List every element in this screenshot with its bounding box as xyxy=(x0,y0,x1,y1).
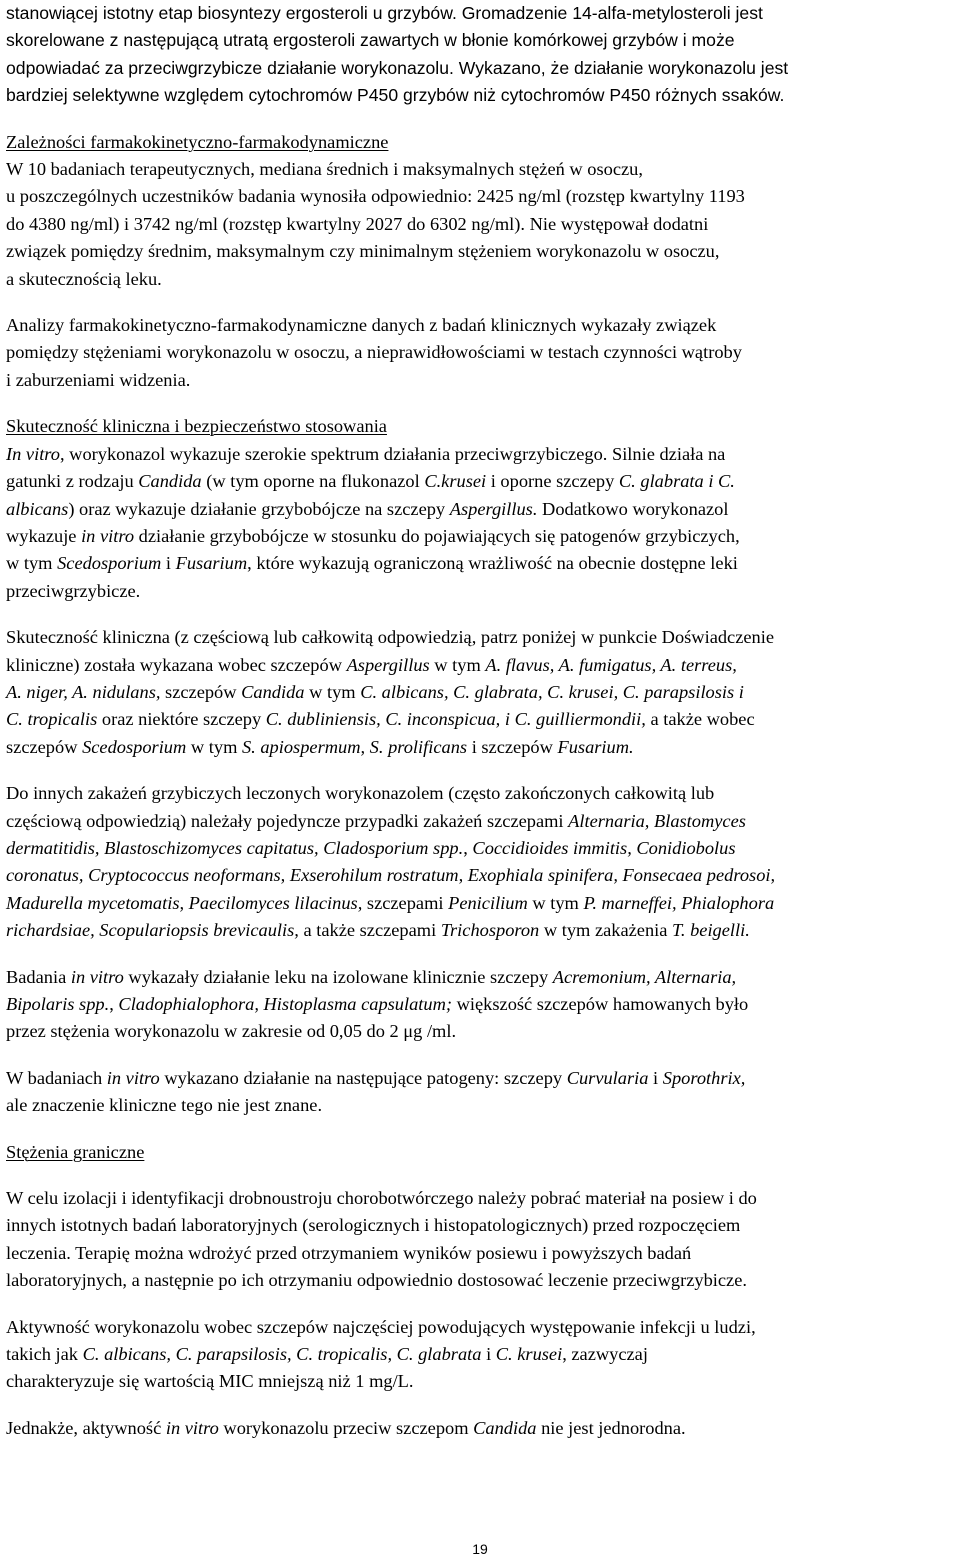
paragraph-clinical-efficacy xyxy=(6,624,956,761)
text-run: ) oraz wykazuje działanie grzybobójcze na szczepy xyxy=(68,498,450,519)
text-run: w tym xyxy=(429,654,486,675)
italic-run: Curvularia xyxy=(566,1067,649,1088)
text-line: i zaburzeniami widzenia. xyxy=(6,369,191,390)
italic-run: albicans xyxy=(6,498,69,519)
text-run: i xyxy=(161,553,176,574)
italic-run: T. beigelli. xyxy=(672,920,750,941)
italic-run: C. albicans, C. parapsilosis, C. tropicalis, C. glabrata xyxy=(82,1344,482,1365)
text-line xyxy=(6,624,956,651)
paragraph-other-pathogens xyxy=(6,1065,956,1120)
italic-run: C. albicans, C. glabrata, C. krusei, C. parapsilosis i xyxy=(360,681,744,702)
text-run: w tym xyxy=(304,681,361,702)
text-run: ale znaczenie kliniczne tego nie jest znane. xyxy=(6,1095,323,1116)
text-run: przez stężenia worykonazolu w zakresie od 0,05 do 2 μg /ml. xyxy=(6,1021,457,1042)
text-line xyxy=(6,468,956,495)
italic-run: Candida xyxy=(473,1417,537,1438)
text-line: pomiędzy stężeniami worykonazolu w osoczu, a nieprawidłowościami w testach czynności wątroby xyxy=(6,342,742,363)
text-line xyxy=(6,523,956,550)
text-run: i xyxy=(648,1067,663,1088)
text-line xyxy=(6,862,956,889)
text-line: innych istotnych badań laboratoryjnych (serologicznych i histopatologicznych) przed rozpoczęciem xyxy=(6,1215,741,1236)
text-line xyxy=(6,780,956,807)
text-run: Dodatkowo worykonazol xyxy=(537,498,729,519)
text-run: wykazały działanie leku na izolowane klinicznie szczepy xyxy=(123,966,553,987)
italic-run: coronatus, Cryptococcus neoformans, Exserohilum rostratum, Exophiala spinifera, Fonsecaea pedrosoi, xyxy=(6,865,776,886)
text-line xyxy=(6,441,956,468)
italic-run: Fusarium. xyxy=(557,736,634,757)
section-heading-breakpoints: Stężenia graniczne xyxy=(6,1141,145,1162)
italic-run: A. flavus, A. fumigatus, A. terreus, xyxy=(485,654,737,675)
italic-run: Madurella mycetomatis, Paecilomyces lilacinus, xyxy=(6,892,363,913)
italic-run: Aspergillus xyxy=(346,654,430,675)
italic-run: Acremonium, Alternaria, xyxy=(552,966,737,987)
text-line: do 4380 ng/ml) i 3742 ng/ml (rozstęp kwartylny 2027 do 6302 ng/ml). Nie występował dodatni xyxy=(6,213,709,234)
text-run: , xyxy=(463,837,473,858)
text-run: nie jest jednorodna. xyxy=(536,1417,686,1438)
italic-run: C. glabrata i C. xyxy=(618,471,735,492)
text-line xyxy=(6,578,956,605)
italic-run: C. tropicalis xyxy=(6,709,98,730)
text-line: W celu izolacji i identyfikacji drobnoustroju chorobotwórczego należy pobrać materiał na posiew i do xyxy=(6,1188,757,1209)
italic-run: S. apiospermum, S. prolificans xyxy=(241,736,468,757)
italic-run: in vitro xyxy=(165,1417,219,1438)
italic-run: P. marneffei, Phialophora xyxy=(583,892,775,913)
text-run: Do innych zakażeń grzybiczych leczonych worykonazolem (często zakończonych całkowitą lub xyxy=(6,783,715,804)
text-line xyxy=(6,917,956,944)
text-run: oraz niektóre szczepy xyxy=(97,709,266,730)
text-line xyxy=(6,496,956,523)
italic-run: richardsiae, Scopulariopsis brevicaulis, xyxy=(6,920,299,941)
text-line xyxy=(6,890,956,917)
paragraph-pk-pd-concentrations xyxy=(6,156,956,293)
text-run: , które wykazują ograniczoną wrażliwość na obecnie dostępne leki xyxy=(247,553,738,574)
italic-run: C. dubliniensis, C. inconspicua, i C. guilliermondii, xyxy=(265,709,646,730)
text-line: stanowiącej istotny etap biosyntezy ergosteroli u grzybów. Gromadzenie 14-alfa-metylosteroli jest xyxy=(6,3,763,23)
text-run: i oporne szczepy xyxy=(486,471,619,492)
text-line: bardziej selektywne względem cytochromów P450 grzybów niż cytochromów P450 różnych ssaków. xyxy=(6,85,785,106)
italic-run: Scedosporium xyxy=(57,553,162,574)
text-line: skorelowane z następującą utratą ergosteroli zawartych w błonie komórkowej grzybów i może xyxy=(6,30,735,51)
text-run: W badaniach xyxy=(6,1067,107,1088)
text-run: , xyxy=(109,994,119,1014)
text-line xyxy=(6,550,956,577)
text-line xyxy=(6,1341,956,1368)
text-run: szczepami xyxy=(362,892,449,913)
italic-run: Sporothrix, xyxy=(662,1067,746,1088)
text-line xyxy=(6,652,956,679)
italic-run: Bipolaris spp. xyxy=(6,994,110,1014)
text-run: , zazwyczaj xyxy=(562,1344,648,1365)
text-run: i szczepów xyxy=(467,736,558,757)
text-run: wykazuje xyxy=(6,525,82,546)
paragraph-pk-pd-analyses xyxy=(6,312,956,394)
text-line xyxy=(6,808,956,835)
italic-run: Penicilium xyxy=(448,892,528,913)
section-heading-pk-pd: Zależności farmakokinetyczno-farmakodynamiczne xyxy=(6,131,389,152)
text-run: w tym zakażenia xyxy=(539,920,673,941)
text-line xyxy=(6,964,956,991)
text-run: w tym xyxy=(186,736,242,757)
document-page xyxy=(6,0,956,1442)
text-line: W 10 badaniach terapeutycznych, mediana średnich i maksymalnych stężeń w osoczu, xyxy=(6,159,643,180)
text-line xyxy=(6,1415,956,1442)
italic-run: in vitro xyxy=(106,1067,160,1088)
text-run: gatunki z rodzaju xyxy=(6,471,139,492)
italic-run: Trichosporon xyxy=(440,920,540,941)
text-line xyxy=(6,1314,956,1341)
text-run: Jednakże, aktywność xyxy=(6,1417,166,1438)
text-run: Aktywność worykonazolu wobec szczepów najczęściej powodujących występowanie infekcji u ludzi, xyxy=(6,1316,756,1337)
italic-run: C.krusei xyxy=(424,471,487,492)
italic-run: A. niger, A. nidulans, xyxy=(6,681,161,702)
text-run: przeciwgrzybicze. xyxy=(6,580,141,601)
text-run: większość szczepów hamowanych było xyxy=(452,994,749,1014)
section-heading-efficacy-safety: Skuteczność kliniczna i bezpieczeństwo stosowania xyxy=(6,416,387,437)
paragraph-candida-activity xyxy=(6,1415,956,1442)
paragraph-mechanism xyxy=(6,0,956,110)
italic-run: In vitro xyxy=(6,443,60,464)
italic-run: Fusarium xyxy=(175,553,248,574)
text-run: a także wobec xyxy=(645,709,755,730)
italic-run: in vitro xyxy=(70,966,124,987)
text-line: laboratoryjnych, a następnie po ich otrzymaniu odpowiednio dostosować leczenie przeciwgrzybicze. xyxy=(6,1270,747,1291)
text-line xyxy=(6,835,956,862)
text-run: wykazano działanie na następujące patogeny: szczepy xyxy=(159,1067,567,1088)
text-run: charakteryzuje się wartością MIC mniejszą niż 1 mg/L. xyxy=(6,1371,414,1392)
text-line: związek pomiędzy średnim, maksymalnym czy minimalnym stężeniem worykonazolu w osoczu, xyxy=(6,241,720,262)
italic-run: Candida xyxy=(138,471,202,492)
text-run: częściową odpowiedzią) należały pojedyncze przypadki zakażeń szczepami xyxy=(6,810,569,831)
text-line xyxy=(6,1368,956,1395)
text-run: w tym xyxy=(6,553,58,574)
text-run: działanie grzybobójcze w stosunku do pojawiających się patogenów grzybiczych, xyxy=(134,525,740,546)
text-line xyxy=(6,1065,956,1092)
paragraph-in-vitro-studies xyxy=(6,964,956,1046)
text-run: worykonazolu przeciw szczepom xyxy=(218,1417,474,1438)
text-run: Badania xyxy=(6,966,71,987)
italic-run: in vitro xyxy=(81,525,135,546)
text-line: Analizy farmakokinetyczno-farmakodynamiczne danych z badań klinicznych wykazały związek xyxy=(6,315,717,336)
text-line xyxy=(6,734,956,761)
text-run: szczepów xyxy=(160,681,242,702)
text-line xyxy=(6,706,956,733)
text-line xyxy=(6,1018,956,1045)
text-run: i xyxy=(481,1344,496,1365)
text-line: a skutecznością leku. xyxy=(6,268,162,289)
italic-run: C. krusei xyxy=(495,1344,563,1365)
paragraph-in-vitro-spectrum xyxy=(6,441,956,605)
paragraph-isolation xyxy=(6,1185,956,1295)
text-line: leczenia. Terapię można wdrożyć przed otrzymaniem wyników posiewu i powyższych badań xyxy=(6,1242,692,1263)
page-number: 19 xyxy=(472,1541,488,1557)
italic-run: Candida xyxy=(241,681,305,702)
text-line xyxy=(6,679,956,706)
paragraph-other-infections xyxy=(6,780,956,944)
italic-run: dermatitidis, Blastoschizomyces capitatus, Cladosporium spp. xyxy=(6,837,464,858)
text-run: Skuteczność kliniczna (z częściową lub całkowitą odpowiedzią, patrz poniżej w punkcie Doświadczenie xyxy=(6,627,775,648)
text-run: w tym xyxy=(527,892,584,913)
text-run: kliniczne) została wykazana wobec szczepów xyxy=(6,654,347,675)
paragraph-mic-activity xyxy=(6,1314,956,1396)
italic-run: Coccidioides immitis, Conidiobolus xyxy=(472,837,736,858)
italic-run: Cladophialophora, Histoplasma capsulatum; xyxy=(118,994,453,1014)
text-line: u poszczególnych uczestników badania wynosiła odpowiednio: 2425 ng/ml (rozstęp kwartylny 1193 xyxy=(6,186,745,207)
text-line xyxy=(6,991,956,1018)
italic-run: Alternaria, Blastomyces xyxy=(568,810,746,831)
text-line: odpowiadać za przeciwgrzybicze działanie worykonazolu. Wykazano, że działanie worykonazolu jest xyxy=(6,57,789,78)
italic-run: Aspergillus. xyxy=(449,498,538,519)
italic-run: Scedosporium xyxy=(82,736,187,757)
text-run: (w tym oporne na flukonazol xyxy=(201,471,425,492)
text-line xyxy=(6,1092,956,1119)
text-run: takich jak xyxy=(6,1344,83,1365)
text-run: a także szczepami xyxy=(298,920,441,941)
text-run: , worykonazol wykazuje szerokie spektrum działania przeciwgrzybiczego. Silnie działa na xyxy=(59,443,726,464)
text-run: szczepów xyxy=(6,736,83,757)
